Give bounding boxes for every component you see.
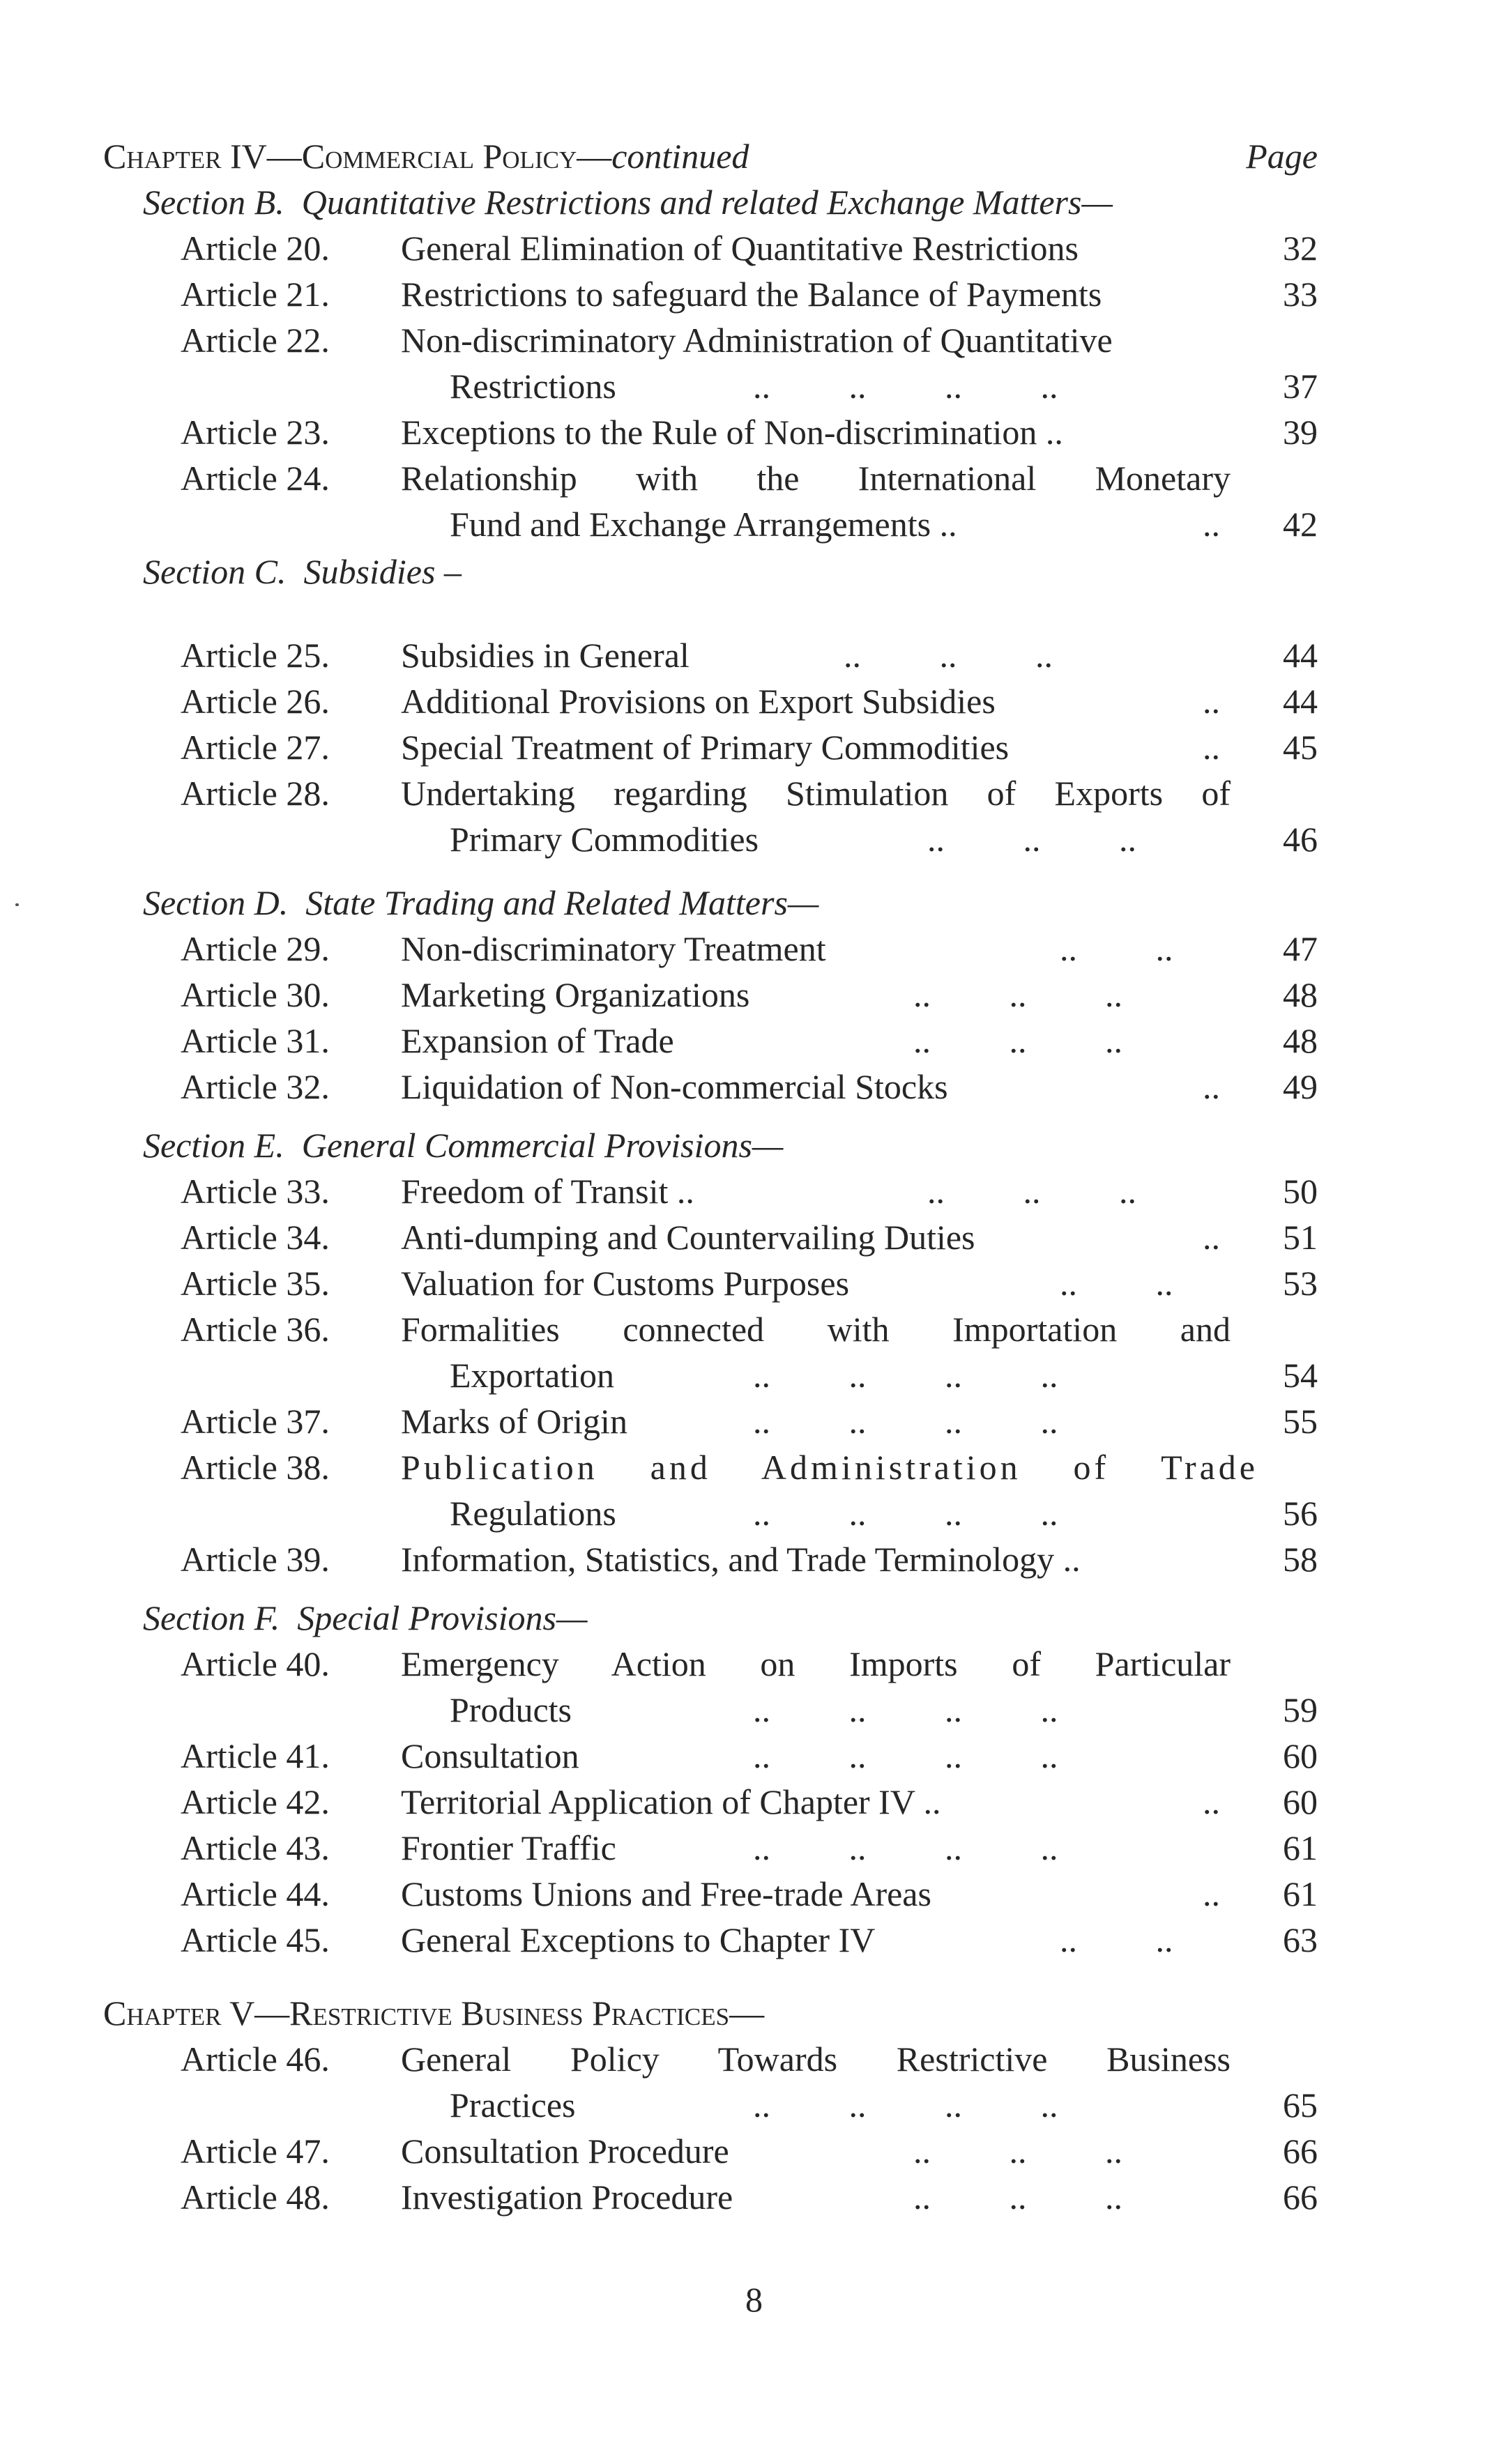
- section-label: Section C.: [143, 552, 287, 591]
- leader-dots: .. .. .. ..: [753, 1402, 1058, 1441]
- page-number: 37: [1283, 367, 1318, 406]
- article-label: Article 33.: [181, 1172, 330, 1211]
- page-number: 45: [1283, 728, 1318, 767]
- page-number: 46: [1283, 820, 1318, 859]
- leader-dots: .. .. .. ..: [753, 1736, 1058, 1775]
- leader-dots: .. ..: [1060, 1920, 1173, 1959]
- article-title: General Elimination of Quantitative Restrictions: [401, 229, 1079, 268]
- scan-speck: [15, 903, 19, 906]
- chapter-heading: [103, 1990, 764, 2036]
- leader-dots: ..: [1203, 728, 1220, 767]
- leader-dots: .. .. .. ..: [753, 367, 1058, 406]
- article-title: Formalities connected with Importation and: [401, 1310, 1231, 1349]
- section-heading: [143, 179, 1113, 225]
- section-label: Section F.: [143, 1598, 280, 1637]
- article-title: Undertaking regarding Stimulation of Exports of: [401, 774, 1231, 813]
- article-label: Article 45.: [181, 1920, 330, 1959]
- article-label: Article 28.: [181, 774, 330, 813]
- article-title: Freedom of Transit ..: [401, 1172, 694, 1211]
- leader-dots: .. .. .. ..: [753, 1828, 1058, 1867]
- page-number: 50: [1283, 1172, 1318, 1211]
- article-title: Customs Unions and Free-trade Areas: [401, 1874, 931, 1913]
- article-title-continuation: Fund and Exchange Arrangements ..: [450, 505, 957, 544]
- article-title-continuation: Regulations: [450, 1494, 616, 1533]
- page-number: 33: [1283, 275, 1318, 314]
- leader-dots: .. .. ..: [913, 1021, 1122, 1060]
- article-title: Subsidies in General: [401, 636, 690, 675]
- article-title: Liquidation of Non-commercial Stocks: [401, 1067, 948, 1106]
- article-title: Publication and Administration of Trade: [401, 1448, 1258, 1487]
- article-title: Non-discriminatory Treatment: [401, 929, 826, 968]
- article-title: Special Treatment of Primary Commodities: [401, 728, 1010, 767]
- page-number: 49: [1283, 1067, 1318, 1106]
- section-title: Subsidies –: [303, 552, 462, 591]
- page-number: 39: [1283, 413, 1318, 452]
- page-number: 42: [1283, 505, 1318, 544]
- page-number: 56: [1283, 1494, 1318, 1533]
- article-label: Article 23.: [181, 413, 330, 452]
- page-number: 58: [1283, 1540, 1318, 1579]
- leader-dots: ..: [1203, 505, 1220, 544]
- page-folio: 8: [745, 2280, 763, 2319]
- article-title-continuation: Products: [450, 1690, 572, 1729]
- article-title: Marks of Origin: [401, 1402, 627, 1441]
- section-title: Quantitative Restrictions and related Exchange Matters—: [301, 183, 1113, 222]
- article-label: Article 41.: [181, 1736, 330, 1775]
- article-title: General Exceptions to Chapter IV: [401, 1920, 876, 1959]
- leader-dots: ..: [1203, 1218, 1220, 1257]
- page-number: 32: [1283, 229, 1318, 268]
- running-head: [103, 133, 1318, 179]
- article-title: Emergency Action on Imports of Particular: [401, 1644, 1231, 1683]
- article-label: Article 25.: [181, 636, 330, 675]
- article-label: Article 20.: [181, 229, 330, 268]
- article-label: Article 27.: [181, 728, 330, 767]
- article-title: Consultation Procedure: [401, 2132, 729, 2171]
- article-title-continuation: Practices: [450, 2086, 576, 2125]
- page-number: 61: [1283, 1874, 1318, 1913]
- article-title: Marketing Organizations: [401, 975, 750, 1014]
- leader-dots: .. .. ..: [913, 2132, 1122, 2171]
- leader-dots: ..: [1203, 1782, 1220, 1821]
- article-label: Article 38.: [181, 1448, 330, 1487]
- article-title: Non-discriminatory Administration of Quantitative: [401, 321, 1113, 360]
- chapter-heading: Chapter IV—Commercial Policy—: [103, 137, 612, 176]
- page-number: 54: [1283, 1356, 1318, 1395]
- article-label: Article 37.: [181, 1402, 330, 1441]
- section-label: Section B.: [143, 183, 284, 222]
- article-label: Article 34.: [181, 1218, 330, 1257]
- article-title-continuation: Restrictions: [450, 367, 616, 406]
- article-label: Article 29.: [181, 929, 330, 968]
- page-number: 59: [1283, 1690, 1318, 1729]
- leader-dots: .. .. .. ..: [753, 2086, 1058, 2125]
- leader-dots: .. .. .. ..: [753, 1494, 1058, 1533]
- article-title: Information, Statistics, and Trade Terminology ..: [401, 1540, 1081, 1579]
- article-label: Article 40.: [181, 1644, 330, 1683]
- page-number: 48: [1283, 1021, 1318, 1060]
- article-label: Article 42.: [181, 1782, 330, 1821]
- section-heading: [143, 1595, 587, 1641]
- article-label: Article 35.: [181, 1264, 330, 1303]
- article-title-continuation: Primary Commodities: [450, 820, 759, 859]
- leader-dots: .. ..: [1060, 929, 1173, 968]
- article-title: Valuation for Customs Purposes: [401, 1264, 850, 1303]
- page-number: 65: [1283, 2086, 1318, 2125]
- leader-dots: .. .. ..: [927, 820, 1136, 859]
- article-label: Article 39.: [181, 1540, 330, 1579]
- page-number: 66: [1283, 2178, 1318, 2217]
- page-number: 66: [1283, 2132, 1318, 2171]
- article-title: Anti-dumping and Countervailing Duties: [401, 1218, 975, 1257]
- leader-dots: .. .. .. ..: [753, 1356, 1058, 1395]
- leader-dots: ..: [1203, 1874, 1220, 1913]
- article-title: Relationship with the International Monetary: [401, 459, 1231, 498]
- page-number: 44: [1283, 636, 1318, 675]
- section-label: Section D.: [143, 883, 289, 922]
- section-heading: [143, 880, 818, 926]
- chapter-title: Chapter V—Restrictive Business Practices—: [103, 1994, 765, 2033]
- article-title: Investigation Procedure: [401, 2178, 733, 2217]
- page-number: 55: [1283, 1402, 1318, 1441]
- page-number: 44: [1283, 682, 1318, 721]
- section-heading: [143, 1122, 783, 1168]
- page-number: 51: [1283, 1218, 1318, 1257]
- article-title: Expansion of Trade: [401, 1021, 674, 1060]
- page-number: 60: [1283, 1782, 1318, 1821]
- page-number: 61: [1283, 1828, 1318, 1867]
- leader-dots: ..: [1203, 1067, 1220, 1106]
- article-title: Exceptions to the Rule of Non-discrimination ..: [401, 413, 1063, 452]
- section-heading: [143, 549, 462, 595]
- leader-dots: ..: [1203, 682, 1220, 721]
- continued-label: continued: [611, 137, 749, 176]
- article-title-continuation: Exportation: [450, 1356, 615, 1395]
- article-label: Article 43.: [181, 1828, 330, 1867]
- article-title: Restrictions to safeguard the Balance of Payments: [401, 275, 1102, 314]
- article-title: Frontier Traffic: [401, 1828, 616, 1867]
- article-label: Article 26.: [181, 682, 330, 721]
- article-label: Article 22.: [181, 321, 330, 360]
- page-number: 63: [1283, 1920, 1318, 1959]
- article-label: Article 44.: [181, 1874, 330, 1913]
- section-label: Section E.: [143, 1126, 284, 1165]
- article-label: Article 47.: [181, 2132, 330, 2171]
- article-label: Article 46.: [181, 2040, 330, 2079]
- article-label: Article 24.: [181, 459, 330, 498]
- leader-dots: .. .. ..: [844, 636, 1053, 675]
- leader-dots: .. .. ..: [927, 1172, 1136, 1211]
- leader-dots: .. .. .. ..: [753, 1690, 1058, 1729]
- section-title: General Commercial Provisions—: [301, 1126, 784, 1165]
- article-title: Additional Provisions on Export Subsidies: [401, 682, 996, 721]
- page-column-label: Page: [1246, 137, 1318, 176]
- article-label: Article 32.: [181, 1067, 330, 1106]
- article-title: Territorial Application of Chapter IV ..: [401, 1782, 941, 1821]
- section-title: State Trading and Related Matters—: [305, 883, 819, 922]
- article-label: Article 36.: [181, 1310, 330, 1349]
- page-number: 53: [1283, 1264, 1318, 1303]
- leader-dots: .. .. ..: [913, 975, 1122, 1014]
- article-label: Article 30.: [181, 975, 330, 1014]
- article-label: Article 48.: [181, 2178, 330, 2217]
- article-label: Article 31.: [181, 1021, 330, 1060]
- leader-dots: .. .. ..: [913, 2178, 1122, 2217]
- leader-dots: .. ..: [1060, 1264, 1173, 1303]
- article-title: Consultation: [401, 1736, 579, 1775]
- article-title: General Policy Towards Restrictive Business: [401, 2040, 1231, 2079]
- section-title: Special Provisions—: [297, 1598, 588, 1637]
- article-label: Article 21.: [181, 275, 330, 314]
- page-number: 47: [1283, 929, 1318, 968]
- page-number: 60: [1283, 1736, 1318, 1775]
- page-number: 48: [1283, 975, 1318, 1014]
